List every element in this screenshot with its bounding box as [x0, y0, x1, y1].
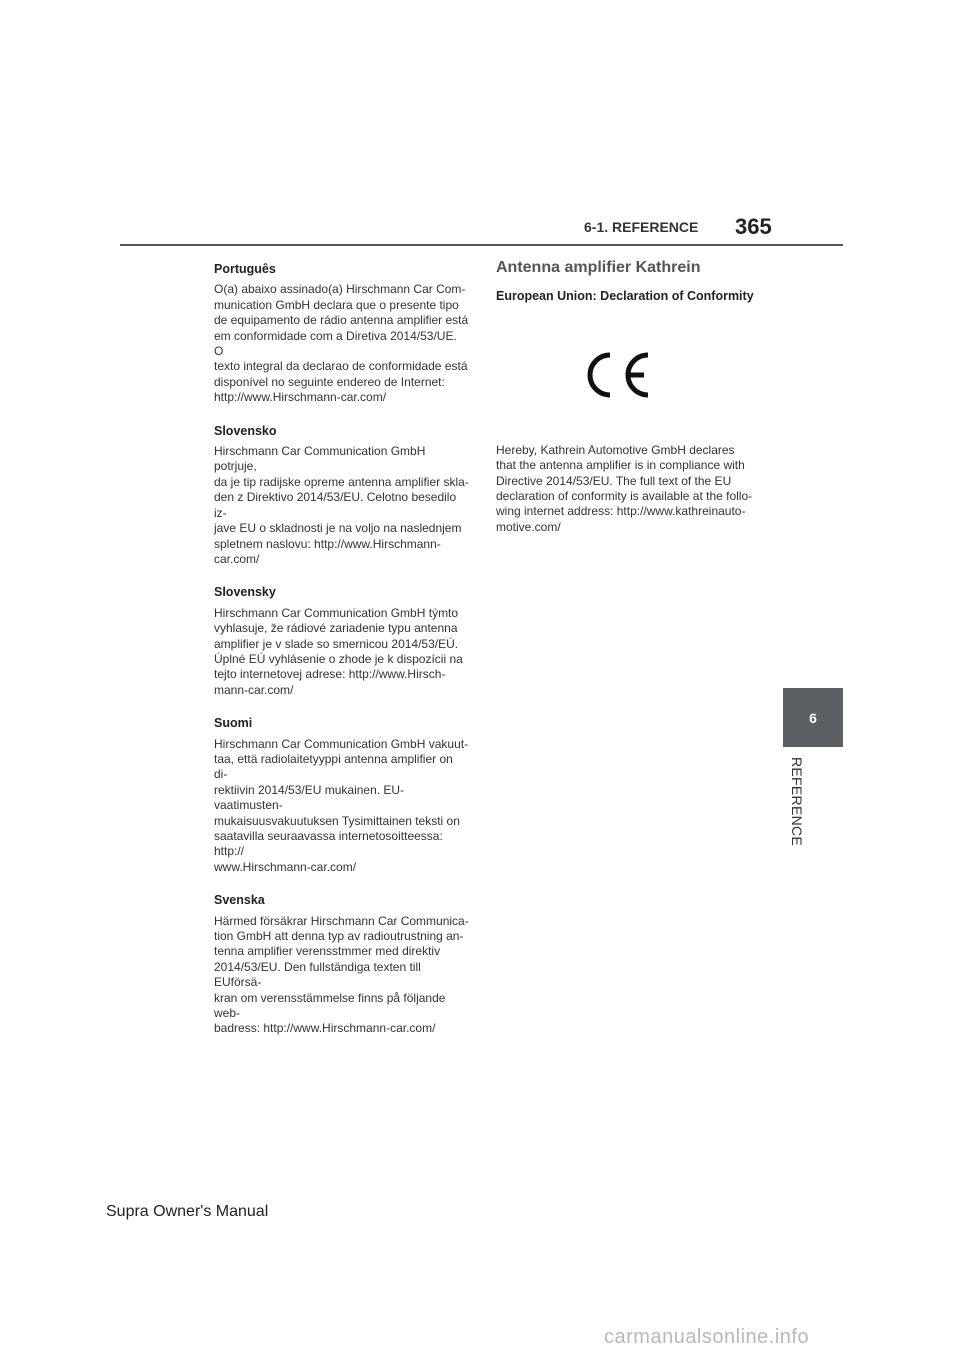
watermark: carmanualsonline.info [604, 1326, 810, 1348]
section-body: Hirschmann Car Communication GmbH potrjuje, da je tip radijske opreme antenna amplifier skla- den z Direktivo 2014/53/EU. Celotno besedilo iz- jave EU o skladnosti je na voljo na naslednjem spletnem naslovu: http://www.Hirschmann- car.com/ [214, 444, 469, 566]
chapter-number: 6 [809, 710, 817, 726]
section-slovensko [214, 424, 469, 568]
left-column [214, 262, 469, 1055]
ce-mark-icon [580, 347, 652, 403]
page-number: 365 [735, 214, 772, 239]
section-heading: Slovensky [214, 585, 276, 600]
right-column [496, 260, 756, 535]
section-body: Härmed försäkrar Hirschmann Car Communica- tion GmbH att denna typ av radioutrustning an- tenna amplifier verensstmmer med direktiv 2014/53/EU. Den fullständiga texten till EUförsä- kran om verensstämmelse finns på följande web- badress: http://www.Hirschmann-car.com/ [214, 913, 469, 1036]
antenna-kathrein-title: Antenna amplifier Kathrein [496, 259, 701, 276]
section-heading: Slovensko [214, 423, 277, 438]
manual-title: Supra Owner's Manual [106, 1203, 269, 1220]
section-body: O(a) abaixo assinado(a) Hirschmann Car Com- munication GmbH declara que o presente tipo de equipamento de rádio antenna amplifier está em conformidade com a Diretiva 2014/53/UE. O texto integral da declarao de conformidade está disponível no seguinte endereo de Internet: http://www.Hirschmann-car.com/ [214, 282, 469, 405]
section-svenska [214, 893, 469, 1037]
header-rule [120, 244, 843, 246]
chapter-label: REFERENCE [789, 757, 805, 847]
section-portugues [214, 262, 469, 406]
section-slovensky [214, 585, 469, 698]
section-body: Hirschmann Car Communication GmbH vakuut- taa, että radiolaitetyyppi antenna amplifier on di- rektiivin 2014/53/EU mukainen. EU-vaatimusten- mukaisuusvakuutuksen Tysimittainen teksti on saatavilla seuraavassa internetosoitteessa: http:// www.Hirschmann-car.com/ [214, 736, 469, 874]
section-heading: Svenska [214, 893, 265, 908]
section-title: 6-1. REFERENCE [584, 219, 699, 235]
chapter-tab [783, 688, 843, 747]
eu-declaration-heading: European Union: Declaration of Conformity [496, 289, 754, 304]
eu-declaration-body: Hereby, Kathrein Automotive GmbH declares that the antenna amplifier is in compliance with Directive 2014/53/EU. The full text of the EU declaration of conformity is available at the follo- wing internet address: http://www.kathreinauto- motive.com/ [496, 442, 753, 534]
section-suomi [214, 716, 469, 875]
section-heading: Português [214, 262, 276, 276]
section-body: Hirschmann Car Communication GmbH týmto vyhlasuje, že rádiové zariadenie typu antenna amplifier je v slade so smernicou 2014/53/EÚ. Úplné EÚ vyhlásenie o zhode je k dispozícii na tejto internetovej adrese: http://www.Hirsch- mann-car.com/ [214, 605, 463, 697]
section-heading: Suomi [214, 716, 253, 731]
